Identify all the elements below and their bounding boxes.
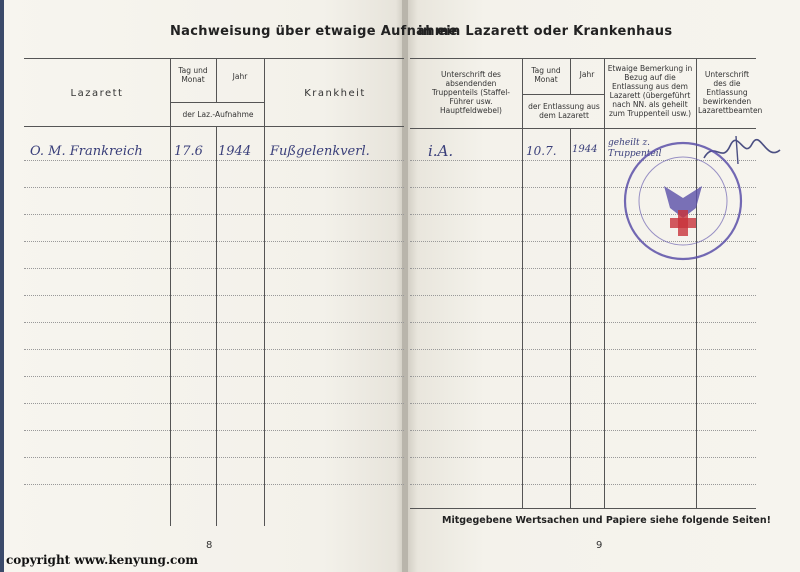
- header-jahr-right: Jahr: [579, 70, 595, 79]
- copyright-watermark: copyright www.kenyung.com: [6, 553, 199, 567]
- left-col-divider-1: [170, 58, 171, 526]
- right-col-divider-1: [522, 58, 523, 508]
- right-heading: in ein Lazarett oder Krankenhaus: [418, 24, 673, 39]
- entry-krankheit: Fußgelenkverl.: [270, 144, 370, 159]
- entry-tag-monat: 17.6: [174, 144, 203, 159]
- left-col-divider-2: [216, 126, 217, 526]
- entry-entlassung-tag: 10.7.: [526, 144, 557, 158]
- left-table-header-rule: [24, 126, 404, 127]
- ruled-line: [24, 187, 404, 188]
- ruled-line: [24, 214, 404, 215]
- entry-lazarett: O. M. Frankreich: [30, 144, 143, 159]
- right-table-bottom-rule: [410, 508, 756, 509]
- ruled-line: [24, 349, 404, 350]
- ruled-line: [24, 403, 404, 404]
- ruled-line: [24, 376, 404, 377]
- ruled-line: [24, 295, 404, 296]
- ruled-line: [24, 484, 404, 485]
- header-krankheit: Krankheit: [304, 88, 366, 99]
- ruled-line: [410, 457, 756, 458]
- entry-unterschrift: i.A.: [428, 142, 454, 160]
- header-lazarett: Lazarett: [70, 88, 124, 99]
- ruled-line: [410, 484, 756, 485]
- right-table-header-rule: [410, 128, 756, 129]
- ruled-line: [410, 430, 756, 431]
- header-tag-monat-left: Tag und Monat: [178, 66, 208, 84]
- right-table-top-rule: [410, 58, 756, 59]
- header-tag-monat-right: Tag und Monat: [531, 66, 561, 84]
- right-col-divider-2-top: [570, 58, 571, 94]
- ruled-line: [24, 430, 404, 431]
- header-entlassung: der Entlassung aus dem Lazarett: [528, 102, 600, 120]
- ruled-line: [24, 241, 404, 242]
- entry-bemerkung: geheilt z. Truppenteil: [608, 138, 662, 159]
- right-col-divider-2: [570, 128, 571, 508]
- book-gutter: [402, 0, 408, 572]
- left-col-divider-3: [264, 58, 265, 526]
- ruled-line: [24, 457, 404, 458]
- header-bemerkung: Etwaige Bemerkung in Bezug auf die Entlassung aus dem Lazarett (übergeführt nach NN. als geheilt zum Truppenteil usw.): [607, 64, 693, 118]
- ruled-line: [24, 160, 404, 161]
- header-laz-aufnahme: der Laz.-Aufnahme: [182, 110, 254, 119]
- ruled-line: [410, 268, 756, 269]
- page-number-left: 8: [206, 540, 213, 551]
- left-col-divider-2-top: [216, 58, 217, 102]
- footer-note: Mitgegebene Wertsachen und Papiere siehe folgende Seiten!: [442, 515, 771, 526]
- header-unterschrift-truppenteil: Unterschrift des absendenden Truppenteils (Staffel-Führer usw. Hauptfeldwebel): [431, 70, 510, 115]
- ruled-line: [24, 322, 404, 323]
- left-table-top-rule: [24, 58, 404, 59]
- right-col-divider-4: [696, 58, 697, 508]
- entry-entlassung-jahr: 1944: [572, 144, 598, 155]
- right-subheader-rule: [522, 94, 604, 95]
- right-col-divider-3: [604, 58, 605, 508]
- left-heading: Nachweisung über etwaige Aufnahme: [170, 24, 458, 39]
- entry-jahr: 1944: [218, 144, 252, 159]
- header-unterschrift-beamten: Unterschrift des die Entlassung bewirkenden Lazarettbeamten: [698, 70, 763, 115]
- ruled-line: [410, 295, 756, 296]
- red-cross-stamp: [620, 138, 746, 264]
- header-jahr-left: Jahr: [232, 72, 248, 81]
- ruled-line: [410, 376, 756, 377]
- ruled-line: [410, 403, 756, 404]
- left-subheader-rule: [170, 102, 264, 103]
- ruled-line: [410, 322, 756, 323]
- cover-edge: [0, 0, 4, 572]
- page-number-right: 9: [596, 540, 603, 551]
- ruled-line: [24, 268, 404, 269]
- ruled-line: [410, 349, 756, 350]
